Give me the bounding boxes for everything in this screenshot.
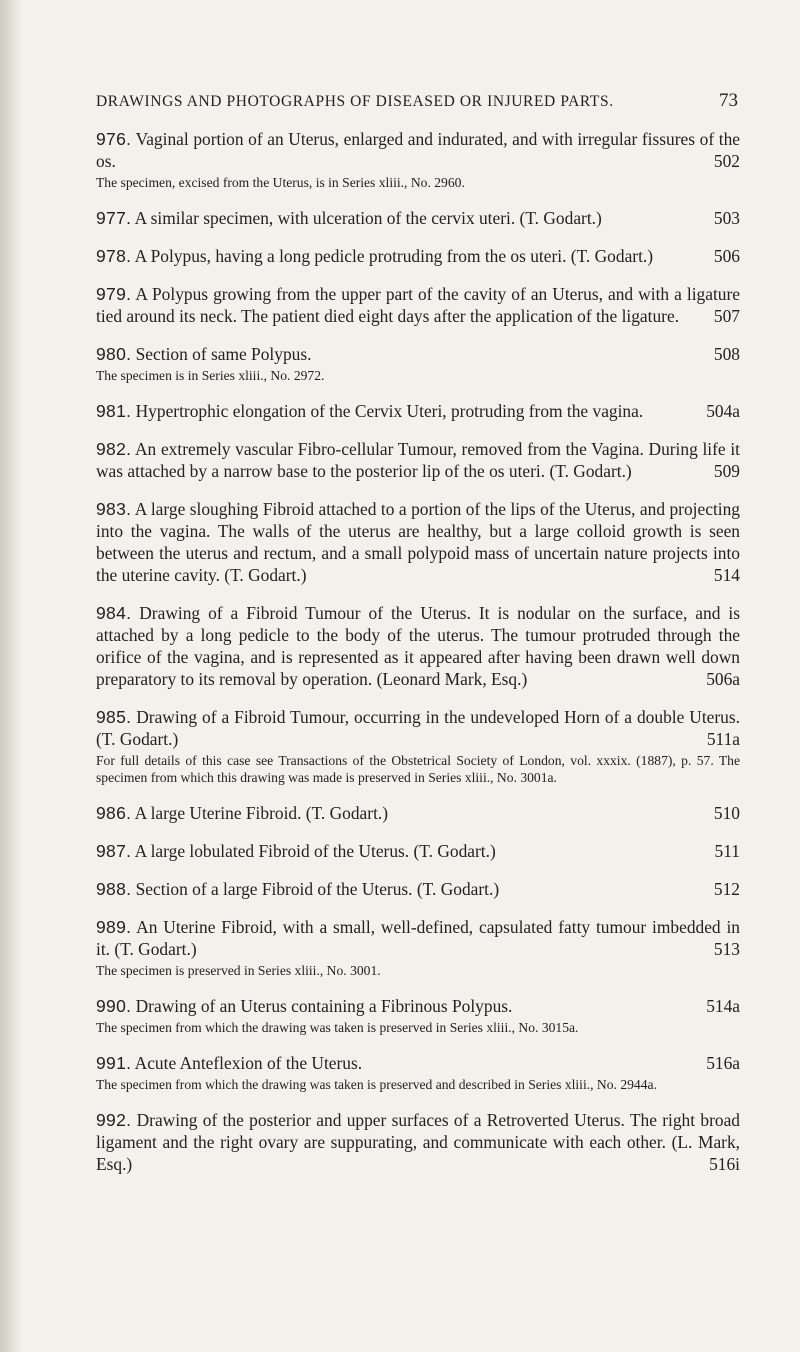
catalogue-entry [96,995,740,1036]
catalogue-entry [96,916,740,979]
entry-description: A Polypus growing from the upper part of the cavity of an Uterus, and with a ligature tied around its neck. The patient died eight days after the application of the ligature. [96,284,741,326]
entry-note: The specimen from which the drawing was taken is preserved and described in Series xliii., No. 2944a. [96,1077,657,1092]
catalogue-entry [96,245,740,267]
entry-body [96,498,740,586]
entry-note: For full details of this case see Transactions of the Obstetrical Society of London, vol. xxxix. (1887), p. 57. The specimen from which this drawing was made is preserved in Series xliii., No. 3001a. [96,753,740,785]
entry-description: Drawing of a Fibroid Tumour of the Uterus. It is nodular on the surface, and is attached by a long pedicle to the body of the uterus. The tumour protruded through the orifice of the vagina, and is represented as it appeared after having been drawn well down preparatory to its removal by operation. (Leonard Mark, Esq.) [96,603,740,689]
entry-body [96,995,740,1017]
entry-reference: 516i [709,1154,740,1174]
entry-description: Vaginal portion of an Uterus, enlarged and indurated, and with irregular fissures of the os. [96,129,740,171]
entry-description: Section of same Polypus. [135,344,312,364]
entry-reference: 506 [713,246,740,266]
entry-number: 984. [96,603,132,623]
entry-note: The specimen is preserved in Series xliii., No. 3001. [96,963,381,978]
entry-body [96,840,740,862]
entry-body [96,706,740,750]
entry-number: 983. [96,499,132,519]
entry-number: 988. [96,879,132,899]
entry-body [96,343,740,365]
entry-reference: 511 [714,841,740,861]
entry-body [96,438,740,482]
entry-reference: 508 [713,344,740,364]
catalogue-entry [96,438,740,482]
entry-description: A Polypus, having a long pedicle protruding from the os uteri. (T. Godart.) [134,246,654,266]
entry-description: Hypertrophic elongation of the Cervix Uteri, protruding from the vagina. [135,401,644,421]
entry-reference: 511a [706,729,740,749]
entry-description: Section of a large Fibroid of the Uterus. (T. Godart.) [135,879,500,899]
entry-description: A large sloughing Fibroid attached to a portion of the lips of the Uterus, and projecting into the vagina. The walls of the uterus are healthy, but a large colloid growth is seen between the uterus and rectum, and a small polypoid mass of uncertain nature projects into the uterine cavity. (T. Godart.) [96,499,740,585]
entry-number: 989. [96,917,132,937]
catalogue-entry [96,1052,740,1093]
entry-reference: 512 [713,879,740,899]
entry-body [96,1052,740,1074]
entry-reference: 514a [706,996,740,1016]
entry-number: 992. [96,1110,132,1130]
catalogue-entry [96,602,740,690]
entry-number: 979. [96,284,132,304]
entry-number: 987. [96,841,132,861]
entry-reference: 502 [713,151,740,171]
catalogue-entry [96,706,740,786]
entry-description: A large lobulated Fibroid of the Uterus. (T. Godart.) [134,841,496,861]
catalogue-entry [96,840,740,862]
entry-body [96,1109,740,1175]
entry-reference: 509 [713,461,740,481]
entry-reference: 503 [713,208,740,228]
entry-number: 991. [96,1053,132,1073]
entry-description: Drawing of the posterior and upper surfaces of a Retroverted Uterus. The right broad ligament and the right ovary are suppurating, and communicate with each other. (L. Mark, Esq.) [96,1110,740,1174]
catalogue-entry [96,802,740,824]
entry-number: 976. [96,129,132,149]
entry-body [96,245,740,267]
entry-body [96,400,740,422]
catalogue-entry [96,283,740,327]
catalogue-entry [96,343,740,384]
entry-body [96,283,740,327]
entry-reference: 506a [706,669,740,689]
entry-body [96,602,740,690]
entry-number: 990. [96,996,132,1016]
entry-description: A similar specimen, with ulceration of the cervix uteri. (T. Godart.) [134,208,602,228]
catalogue-entry [96,1109,740,1175]
catalogue-entry [96,400,740,422]
catalogue-entry [96,128,740,191]
entry-note: The specimen from which the drawing was taken is preserved in Series xliii., No. 3015a. [96,1020,579,1035]
entry-number: 985. [96,707,132,727]
entry-reference: 516a [706,1053,740,1073]
entry-reference: 507 [713,306,740,326]
entry-number: 977. [96,208,132,228]
entry-number: 982. [96,439,132,459]
catalogue-entry [96,878,740,900]
entry-reference: 513 [713,939,740,959]
catalogue-entries [96,128,740,1175]
entry-description: Acute Anteflexion of the Uterus. [134,1053,363,1073]
entry-description: A large Uterine Fibroid. (T. Godart.) [134,803,389,823]
entry-number: 978. [96,246,132,266]
entry-note: The specimen, excised from the Uterus, is in Series xliii., No. 2960. [96,175,465,190]
entry-reference: 504a [706,401,740,421]
page-number: 73 [719,90,738,111]
entry-description: Drawing of an Uterus containing a Fibrinous Polypus. [135,996,513,1016]
entry-reference: 514 [713,565,740,585]
entry-description: An Uterine Fibroid, with a small, well-defined, capsulated fatty tumour imbedded in it. (T. Godart.) [96,917,741,959]
entry-body [96,207,740,229]
entry-number: 980. [96,344,132,364]
entry-body [96,128,740,172]
entry-description: An extremely vascular Fibro-cellular Tumour, removed from the Vagina. During life it was attached by a narrow base to the posterior lip of the os uteri. (T. Godart.) [96,439,740,481]
entry-number: 986. [96,803,132,823]
entry-body [96,916,740,960]
catalogue-entry [96,498,740,586]
entry-note: The specimen is in Series xliii., No. 2972. [96,368,325,383]
entry-body [96,802,740,824]
entry-body [96,878,740,900]
running-header-title: DRAWINGS AND PHOTOGRAPHS OF DISEASED OR INJURED PARTS. [96,93,614,110]
page-binding-shadow [0,0,22,1352]
entry-number: 981. [96,401,132,421]
catalogue-entry [96,207,740,229]
entry-description: Drawing of a Fibroid Tumour, occurring in the undeveloped Horn of a double Uterus. (T. Godart.) [96,707,740,749]
entry-reference: 510 [713,803,740,823]
